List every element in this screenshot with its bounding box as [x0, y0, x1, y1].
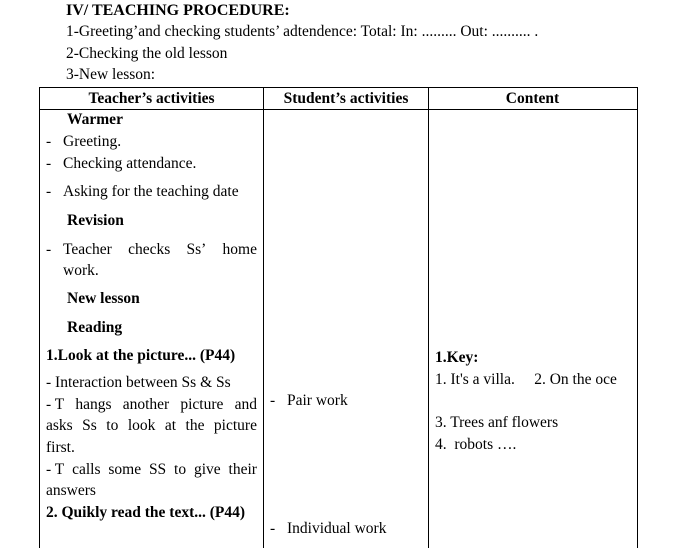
word: Teacher [63, 241, 112, 258]
word: Ss [82, 417, 97, 434]
quickly-read-heading: 2. Quikly read the text... (P44) [46, 504, 246, 521]
greeting-item: Greeting. [63, 133, 122, 150]
word: SS [148, 461, 167, 478]
column-divider [263, 88, 264, 548]
checks-homework-line [63, 241, 257, 259]
word: their [228, 461, 257, 478]
bullet-dash: - [46, 133, 52, 150]
word: the [185, 417, 205, 434]
procedure-step-1: 1-Greeting’and checking students’ adtendence: Total: In: ......... Out: .......... . [66, 23, 539, 40]
key-heading: 1.Key: [435, 349, 479, 366]
bullet-dash: - [46, 241, 52, 258]
individual-work-text: Individual work [287, 520, 387, 537]
activities-table [39, 87, 638, 548]
header-teacher-activities: Teacher’s activities [88, 90, 215, 107]
key-answer-4: 4. robots …. [435, 436, 517, 453]
header-divider [40, 109, 637, 110]
word: look [127, 417, 156, 434]
look-picture-heading: 1.Look at the picture... (P44) [46, 347, 236, 364]
word: hangs [75, 396, 112, 413]
warmer-heading: Warmer [67, 111, 123, 128]
word: to [174, 461, 187, 478]
attendance-item: Checking attendance. [63, 155, 197, 172]
bullet-dash: - [270, 392, 276, 409]
word: calls [72, 461, 101, 478]
word: asks [46, 417, 73, 434]
word: - T [46, 461, 65, 478]
word: at [164, 417, 177, 434]
revision-heading: Revision [67, 212, 124, 229]
column-divider [428, 88, 429, 548]
word: home [222, 241, 257, 258]
word: Ss’ [186, 241, 207, 258]
bullet-dash: - [46, 155, 52, 172]
word: - T [46, 396, 65, 413]
key-answer-3: 3. Trees anf flowers [435, 414, 559, 431]
key-answer-1-2: 1. It's a villa. 2. On the oce [435, 371, 617, 388]
new-lesson-heading: New lesson [67, 290, 140, 307]
word: and [234, 396, 257, 413]
word: some [108, 461, 142, 478]
header-content: Content [505, 90, 560, 107]
work-text: work. [63, 262, 99, 279]
pair-work-text: Pair work [287, 392, 348, 409]
hangs-picture-line [46, 396, 257, 414]
asks-ss-line [46, 417, 257, 435]
header-student-activities: Student’s activities [283, 90, 409, 107]
word: give [193, 461, 221, 478]
interaction-item: - Interaction between Ss & Ss [46, 374, 231, 391]
procedure-step-2: 2-Checking the old lesson [66, 45, 228, 62]
word: to [106, 417, 119, 434]
word: checks [128, 241, 171, 258]
bullet-dash: - [46, 183, 52, 200]
bullet-dash: - [270, 520, 276, 537]
word: picture [180, 396, 224, 413]
word: picture [213, 417, 257, 434]
word: another [122, 396, 170, 413]
teaching-date-item: Asking for the teaching date [63, 183, 239, 200]
procedure-step-3: 3-New lesson: [66, 66, 156, 83]
first-text: first. [46, 439, 75, 456]
reading-heading: Reading [67, 319, 123, 336]
procedure-title: IV/ TEACHING PROCEDURE: [66, 2, 290, 19]
answers-text: answers [46, 482, 96, 499]
calls-ss-line [46, 461, 257, 479]
